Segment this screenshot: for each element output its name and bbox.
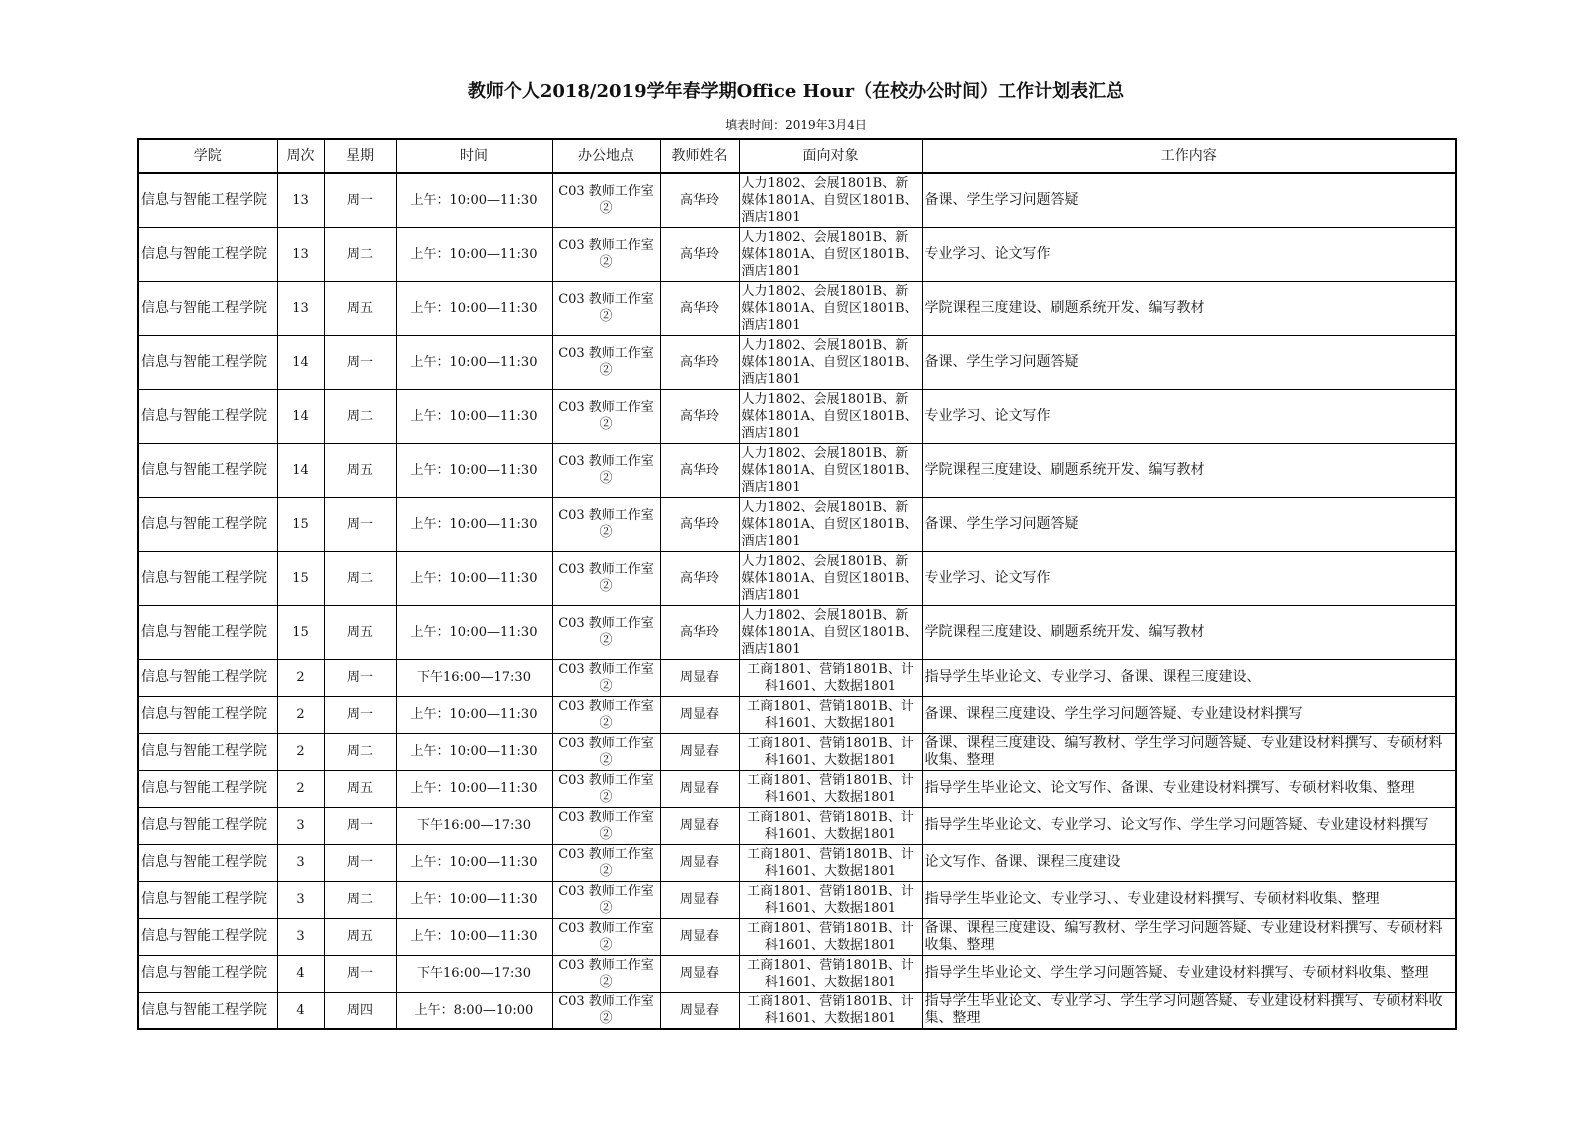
page-title: 教师个人2018/2019学年春学期Office Hour（在校办公时间）工作计划表汇总 (467, 81, 1125, 102)
cell-time: 上午：10:00—11:30 (396, 696, 552, 733)
cell-content: 学院课程三度建设、刷题系统开发、编写教材 (922, 605, 1456, 659)
cell-target: 人力1802、会展1801B、新媒体1801A、自贸区1801B、酒店1801 (739, 227, 922, 281)
cell-content: 指导学生毕业论文、专业学习、备课、课程三度建设、 (922, 659, 1456, 696)
cell-week: 2 (277, 696, 324, 733)
cell-time: 上午：10:00—11:30 (396, 551, 552, 605)
cell-teacher: 周显春 (660, 918, 739, 955)
cell-content: 论文写作、备课、课程三度建设 (922, 844, 1456, 881)
table-row (138, 807, 1456, 844)
cell-college: 信息与智能工程学院 (138, 992, 277, 1029)
cell-target: 人力1802、会展1801B、新媒体1801A、自贸区1801B、酒店1801 (739, 551, 922, 605)
column-header-college: 学院 (138, 139, 277, 173)
cell-target: 工商1801、营销1801B、计科1601、大数据1801 (739, 807, 922, 844)
cell-content: 学院课程三度建设、刷题系统开发、编写教材 (922, 443, 1456, 497)
table-row (138, 551, 1456, 605)
cell-content: 备课、学生学习问题答疑 (922, 173, 1456, 227)
column-header-teacher: 教师姓名 (660, 139, 739, 173)
cell-week: 15 (277, 605, 324, 659)
cell-content: 备课、学生学习问题答疑 (922, 335, 1456, 389)
cell-day: 周一 (324, 659, 396, 696)
cell-week: 2 (277, 659, 324, 696)
table-row (138, 696, 1456, 733)
cell-time: 上午：10:00—11:30 (396, 770, 552, 807)
cell-target: 工商1801、营销1801B、计科1601、大数据1801 (739, 955, 922, 992)
cell-location: C03 教师工作室② (552, 807, 660, 844)
cell-week: 15 (277, 551, 324, 605)
cell-week: 13 (277, 281, 324, 335)
cell-content: 备课、课程三度建设、编写教材、学生学习问题答疑、专业建设材料撰写、专硕材料收集、整理 (922, 918, 1456, 955)
cell-college: 信息与智能工程学院 (138, 227, 277, 281)
cell-day: 周五 (324, 605, 396, 659)
table-row (138, 227, 1456, 281)
cell-target: 工商1801、营销1801B、计科1601、大数据1801 (739, 696, 922, 733)
cell-location: C03 教师工作室② (552, 918, 660, 955)
table-row (138, 281, 1456, 335)
fill-date: 填表时间：2019年3月4日 (725, 118, 867, 132)
table-row (138, 844, 1456, 881)
cell-day: 周一 (324, 696, 396, 733)
cell-college: 信息与智能工程学院 (138, 497, 277, 551)
cell-day: 周五 (324, 918, 396, 955)
cell-content: 指导学生毕业论文、专业学习、论文写作、学生学习问题答疑、专业建设材料撰写 (922, 807, 1456, 844)
cell-target: 人力1802、会展1801B、新媒体1801A、自贸区1801B、酒店1801 (739, 389, 922, 443)
cell-teacher: 周显春 (660, 992, 739, 1029)
cell-target: 工商1801、营销1801B、计科1601、大数据1801 (739, 881, 922, 918)
cell-time: 上午：10:00—11:30 (396, 918, 552, 955)
cell-college: 信息与智能工程学院 (138, 881, 277, 918)
cell-content: 专业学习、论文写作 (922, 551, 1456, 605)
cell-week: 3 (277, 807, 324, 844)
cell-college: 信息与智能工程学院 (138, 173, 277, 227)
cell-time: 下午16:00—17:30 (396, 659, 552, 696)
cell-location: C03 教师工作室② (552, 389, 660, 443)
cell-day: 周五 (324, 443, 396, 497)
cell-location: C03 教师工作室② (552, 955, 660, 992)
table-row (138, 335, 1456, 389)
cell-time: 上午：10:00—11:30 (396, 443, 552, 497)
cell-location: C03 教师工作室② (552, 733, 660, 770)
cell-target: 工商1801、营销1801B、计科1601、大数据1801 (739, 844, 922, 881)
cell-target: 人力1802、会展1801B、新媒体1801A、自贸区1801B、酒店1801 (739, 497, 922, 551)
cell-target: 工商1801、营销1801B、计科1601、大数据1801 (739, 918, 922, 955)
cell-target: 工商1801、营销1801B、计科1601、大数据1801 (739, 733, 922, 770)
cell-college: 信息与智能工程学院 (138, 659, 277, 696)
cell-week: 3 (277, 918, 324, 955)
cell-teacher: 周显春 (660, 696, 739, 733)
cell-teacher: 周显春 (660, 659, 739, 696)
cell-teacher: 高华玲 (660, 389, 739, 443)
table-row (138, 389, 1456, 443)
table-row (138, 173, 1456, 227)
cell-content: 学院课程三度建设、刷题系统开发、编写教材 (922, 281, 1456, 335)
cell-college: 信息与智能工程学院 (138, 551, 277, 605)
table-row (138, 659, 1456, 696)
cell-week: 14 (277, 335, 324, 389)
cell-content: 专业学习、论文写作 (922, 227, 1456, 281)
cell-location: C03 教师工作室② (552, 659, 660, 696)
cell-location: C03 教师工作室② (552, 992, 660, 1029)
cell-time: 上午：10:00—11:30 (396, 227, 552, 281)
cell-week: 4 (277, 955, 324, 992)
cell-college: 信息与智能工程学院 (138, 335, 277, 389)
cell-location: C03 教师工作室② (552, 173, 660, 227)
cell-target: 人力1802、会展1801B、新媒体1801A、自贸区1801B、酒店1801 (739, 173, 922, 227)
cell-teacher: 高华玲 (660, 173, 739, 227)
table-row (138, 955, 1456, 992)
table-row (138, 770, 1456, 807)
cell-day: 周二 (324, 389, 396, 443)
table-row (138, 881, 1456, 918)
cell-day: 周一 (324, 844, 396, 881)
cell-college: 信息与智能工程学院 (138, 389, 277, 443)
cell-location: C03 教师工作室② (552, 881, 660, 918)
cell-time: 上午：10:00—11:30 (396, 335, 552, 389)
cell-time: 上午：8:00—10:00 (396, 992, 552, 1029)
cell-day: 周五 (324, 281, 396, 335)
cell-time: 上午：10:00—11:30 (396, 844, 552, 881)
header-row (138, 139, 1456, 173)
cell-location: C03 教师工作室② (552, 770, 660, 807)
schedule-table (137, 138, 1457, 1030)
cell-location: C03 教师工作室② (552, 443, 660, 497)
cell-teacher: 周显春 (660, 770, 739, 807)
cell-college: 信息与智能工程学院 (138, 770, 277, 807)
cell-day: 周一 (324, 173, 396, 227)
cell-target: 人力1802、会展1801B、新媒体1801A、自贸区1801B、酒店1801 (739, 335, 922, 389)
cell-content: 备课、课程三度建设、编写教材、学生学习问题答疑、专业建设材料撰写、专硕材料收集、整理 (922, 733, 1456, 770)
cell-content: 指导学生毕业论文、论文写作、备课、专业建设材料撰写、专硕材料收集、整理 (922, 770, 1456, 807)
cell-time: 下午16:00—17:30 (396, 955, 552, 992)
cell-college: 信息与智能工程学院 (138, 443, 277, 497)
cell-content: 专业学习、论文写作 (922, 389, 1456, 443)
cell-teacher: 高华玲 (660, 551, 739, 605)
cell-teacher: 周显春 (660, 807, 739, 844)
cell-week: 2 (277, 733, 324, 770)
cell-day: 周一 (324, 497, 396, 551)
cell-week: 2 (277, 770, 324, 807)
cell-teacher: 高华玲 (660, 497, 739, 551)
cell-time: 上午：10:00—11:30 (396, 173, 552, 227)
cell-time: 上午：10:00—11:30 (396, 881, 552, 918)
table-row (138, 605, 1456, 659)
cell-teacher: 周显春 (660, 733, 739, 770)
cell-college: 信息与智能工程学院 (138, 955, 277, 992)
column-header-target: 面向对象 (739, 139, 922, 173)
cell-target: 工商1801、营销1801B、计科1601、大数据1801 (739, 770, 922, 807)
cell-day: 周四 (324, 992, 396, 1029)
cell-college: 信息与智能工程学院 (138, 605, 277, 659)
cell-day: 周二 (324, 733, 396, 770)
cell-day: 周一 (324, 807, 396, 844)
table-body (138, 173, 1456, 1029)
cell-location: C03 教师工作室② (552, 227, 660, 281)
cell-location: C03 教师工作室② (552, 551, 660, 605)
cell-location: C03 教师工作室② (552, 335, 660, 389)
cell-week: 15 (277, 497, 324, 551)
cell-target: 工商1801、营销1801B、计科1601、大数据1801 (739, 992, 922, 1029)
cell-week: 13 (277, 173, 324, 227)
cell-teacher: 周显春 (660, 881, 739, 918)
cell-teacher: 高华玲 (660, 443, 739, 497)
cell-day: 周五 (324, 770, 396, 807)
cell-time: 上午：10:00—11:30 (396, 733, 552, 770)
cell-day: 周一 (324, 335, 396, 389)
cell-time: 下午16:00—17:30 (396, 807, 552, 844)
table-row (138, 918, 1456, 955)
cell-content: 指导学生毕业论文、学生学习问题答疑、专业建设材料撰写、专硕材料收集、整理 (922, 955, 1456, 992)
cell-location: C03 教师工作室② (552, 844, 660, 881)
cell-location: C03 教师工作室② (552, 605, 660, 659)
cell-college: 信息与智能工程学院 (138, 844, 277, 881)
cell-week: 4 (277, 992, 324, 1029)
cell-college: 信息与智能工程学院 (138, 696, 277, 733)
cell-college: 信息与智能工程学院 (138, 918, 277, 955)
cell-teacher: 高华玲 (660, 605, 739, 659)
cell-content: 指导学生毕业论文、专业学习、学生学习问题答疑、专业建设材料撰写、专硕材料收集、整理 (922, 992, 1456, 1029)
cell-teacher: 周显春 (660, 955, 739, 992)
cell-college: 信息与智能工程学院 (138, 281, 277, 335)
cell-day: 周一 (324, 955, 396, 992)
table-row (138, 443, 1456, 497)
cell-time: 上午：10:00—11:30 (396, 605, 552, 659)
cell-week: 14 (277, 443, 324, 497)
cell-location: C03 教师工作室② (552, 696, 660, 733)
cell-teacher: 周显春 (660, 844, 739, 881)
cell-teacher: 高华玲 (660, 281, 739, 335)
cell-week: 3 (277, 881, 324, 918)
cell-teacher: 高华玲 (660, 335, 739, 389)
cell-day: 周二 (324, 551, 396, 605)
column-header-time: 时间 (396, 139, 552, 173)
cell-location: C03 教师工作室② (552, 497, 660, 551)
cell-content: 备课、学生学习问题答疑 (922, 497, 1456, 551)
cell-content: 备课、课程三度建设、学生学习问题答疑、专业建设材料撰写 (922, 696, 1456, 733)
column-header-week: 周次 (277, 139, 324, 173)
cell-target: 人力1802、会展1801B、新媒体1801A、自贸区1801B、酒店1801 (739, 281, 922, 335)
cell-week: 13 (277, 227, 324, 281)
cell-target: 人力1802、会展1801B、新媒体1801A、自贸区1801B、酒店1801 (739, 605, 922, 659)
table-row (138, 497, 1456, 551)
cell-target: 工商1801、营销1801B、计科1601、大数据1801 (739, 659, 922, 696)
cell-time: 上午：10:00—11:30 (396, 389, 552, 443)
cell-college: 信息与智能工程学院 (138, 807, 277, 844)
cell-week: 3 (277, 844, 324, 881)
cell-content: 指导学生毕业论文、专业学习、、专业建设材料撰写、专硕材料收集、整理 (922, 881, 1456, 918)
column-header-day: 星期 (324, 139, 396, 173)
table-row (138, 733, 1456, 770)
cell-week: 14 (277, 389, 324, 443)
cell-teacher: 高华玲 (660, 227, 739, 281)
cell-day: 周二 (324, 881, 396, 918)
cell-college: 信息与智能工程学院 (138, 733, 277, 770)
column-header-content: 工作内容 (922, 139, 1456, 173)
cell-day: 周二 (324, 227, 396, 281)
cell-location: C03 教师工作室② (552, 281, 660, 335)
cell-time: 上午：10:00—11:30 (396, 497, 552, 551)
cell-target: 人力1802、会展1801B、新媒体1801A、自贸区1801B、酒店1801 (739, 443, 922, 497)
column-header-location: 办公地点 (552, 139, 660, 173)
table-row (138, 992, 1456, 1029)
cell-time: 上午：10:00—11:30 (396, 281, 552, 335)
